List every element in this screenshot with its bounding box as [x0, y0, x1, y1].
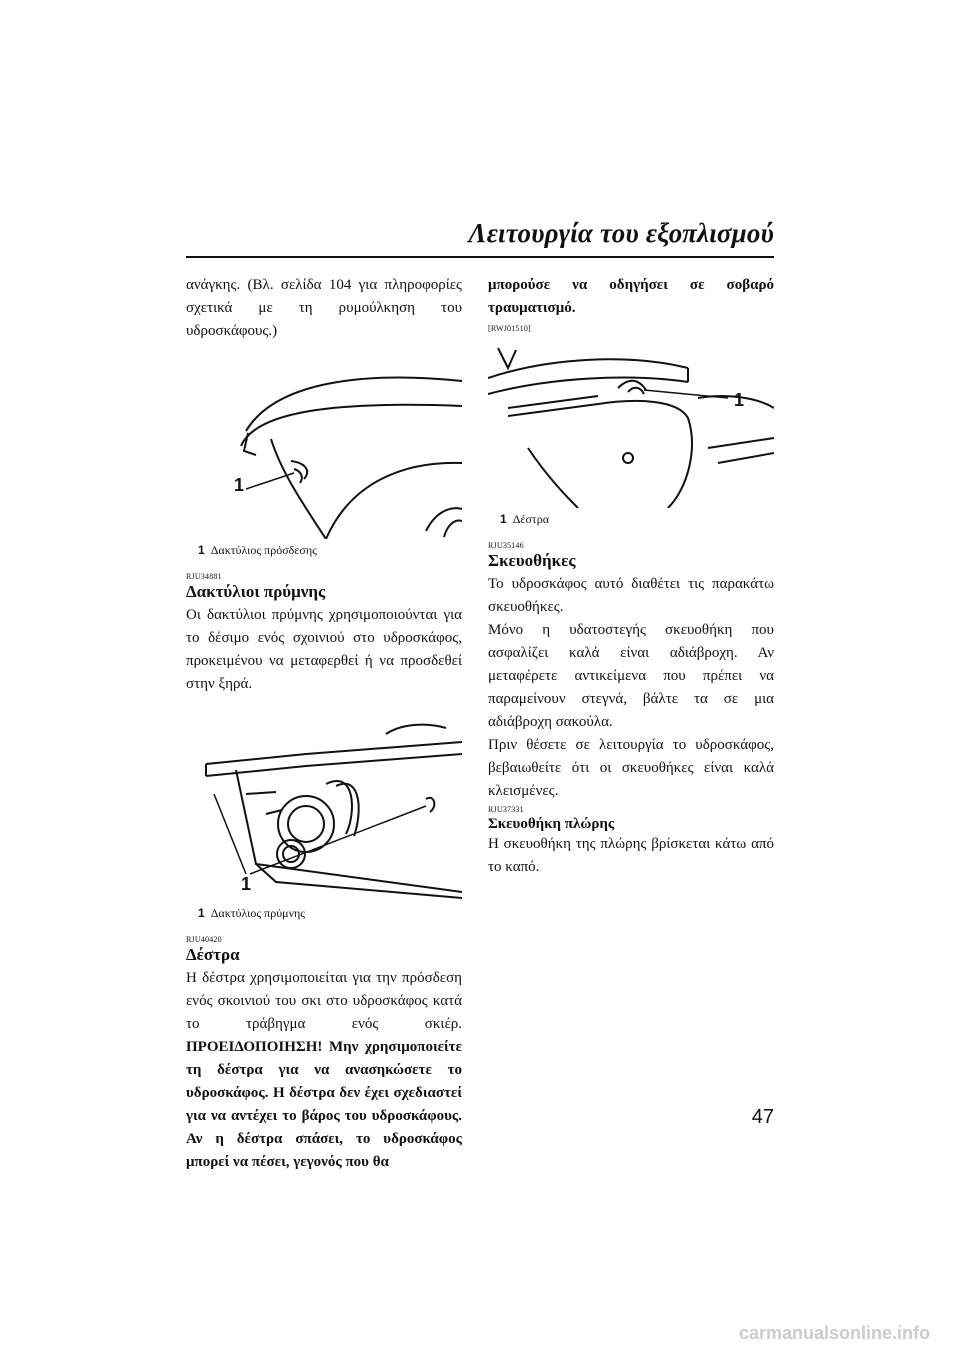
- sec4-heading: Σκευοθήκη πλώρης: [488, 816, 615, 832]
- fig1-caption-number: 1: [198, 543, 205, 557]
- fig2-caption: [198, 906, 462, 921]
- sec1-heading: Δακτύλιοι πρύμνης: [186, 582, 326, 601]
- fig2-callout: 1: [241, 874, 252, 894]
- sec2-code: RJU40420: [186, 935, 222, 944]
- fig3-caption-text: Δέστρα: [512, 512, 550, 526]
- right-column: [488, 274, 774, 879]
- sec3-p3: Πριν θέσετε σε λειτουργία το υδροσκάφος, βεβαιωθείτε ότι οι σκευοθήκες είναι καλά κλεισμένες.: [488, 737, 774, 799]
- sec2-heading: Δέστρα: [186, 945, 240, 964]
- fig2-caption-text: Δακτύλιος πρύμνης: [210, 906, 306, 920]
- sec1-body: Οι δακτύλιοι πρύμνης χρησιμοποιούνται για το δέσιμο ενός σχοινιού στο υδροσκάφος, προκειμένου να μεταφερθεί ή να προσδεθεί στην ξηρά.: [186, 607, 462, 692]
- sec4-code: RJU37331: [488, 805, 524, 814]
- sec3-code: RJU35146: [488, 541, 524, 550]
- figure-tow-hook: [488, 338, 774, 527]
- sec4-body: Η σκευοθήκη της πλώρης βρίσκεται κάτω από το καπό.: [488, 836, 774, 875]
- fig3-callout: 1: [734, 390, 745, 410]
- sec3-p2: Μόνο η υδατοστεγής σκευοθήκη που ασφαλίζει καλά είναι αδιάβροχη. Αν μεταφέρετε αντικείμενα που πρέπει να παραμείνουν στεγνά, βάλτε τα σε μια αδιάβροχη σακούλα.: [488, 622, 774, 730]
- fig2-caption-number: 1: [198, 906, 205, 920]
- section-stern-rings: [186, 572, 462, 696]
- warning-code: [RWJ01510]: [488, 324, 531, 333]
- fig3-caption: [500, 512, 774, 527]
- sec2-body: [186, 967, 462, 1174]
- warning-continuation: [488, 274, 774, 320]
- sec1-code: RJU34881: [186, 572, 222, 581]
- fig1-callout: 1: [234, 475, 245, 495]
- page-number: 47: [751, 1106, 774, 1128]
- section-bow-storage: [488, 805, 774, 879]
- header-rule: [186, 256, 774, 258]
- fig3-caption-number: 1: [500, 512, 507, 526]
- mooring-ring-illustration: [186, 351, 462, 539]
- tow-hook-illustration: [488, 338, 774, 508]
- intro-paragraph: ανάγκης. (Βλ. σελίδα 104 για πληροφορίες σχετικά με τη ρυμούλκηση του υδροσκάφους.): [186, 277, 462, 339]
- fig1-caption-text: Δακτύλιος πρόσδεσης: [210, 543, 317, 557]
- footer-watermark: carmanualsonline.info: [738, 1323, 930, 1343]
- figure-mooring-ring: [186, 351, 462, 558]
- page-header-title: Λειτουργία του εξοπλισμού: [468, 218, 774, 248]
- sec3-heading: Σκευοθήκες: [488, 551, 576, 570]
- left-column: [186, 274, 462, 1174]
- sec2-body-text: Η δέστρα χρησιμοποιείται για την πρόσδεση ενός σκοινιού του σκι στο υδροσκάφος κατά το τράβηγμα ενός σκιέρ.: [186, 970, 462, 1032]
- fig1-caption: [198, 543, 462, 558]
- sec3-p1: Το υδροσκάφος αυτό διαθέτει τις παρακάτω σκευοθήκες.: [488, 576, 774, 615]
- figure-stern-ring: [186, 714, 462, 921]
- stern-ring-illustration: [186, 714, 462, 902]
- section-tow-hook: [186, 935, 462, 1174]
- sec2-warning: ΠΡΟΕΙΔΟΠΟΙΗΣΗ! Μην χρησιμοποιείτε τη δέστρα για να ανασηκώσετε το υδροσκάφος. Η δέστρα δεν έχει σχεδιαστεί για να αντέχει το βάρος του υδροσκάφους. Αν η δέστρα σπάσει, το υδροσκάφος μπορεί να πέσει, γεγονός που θα: [186, 1039, 462, 1170]
- section-storage: [488, 541, 774, 803]
- warning-continuation-text: μπορούσε να οδηγήσει σε σοβαρό τραυματισμό.: [488, 277, 774, 316]
